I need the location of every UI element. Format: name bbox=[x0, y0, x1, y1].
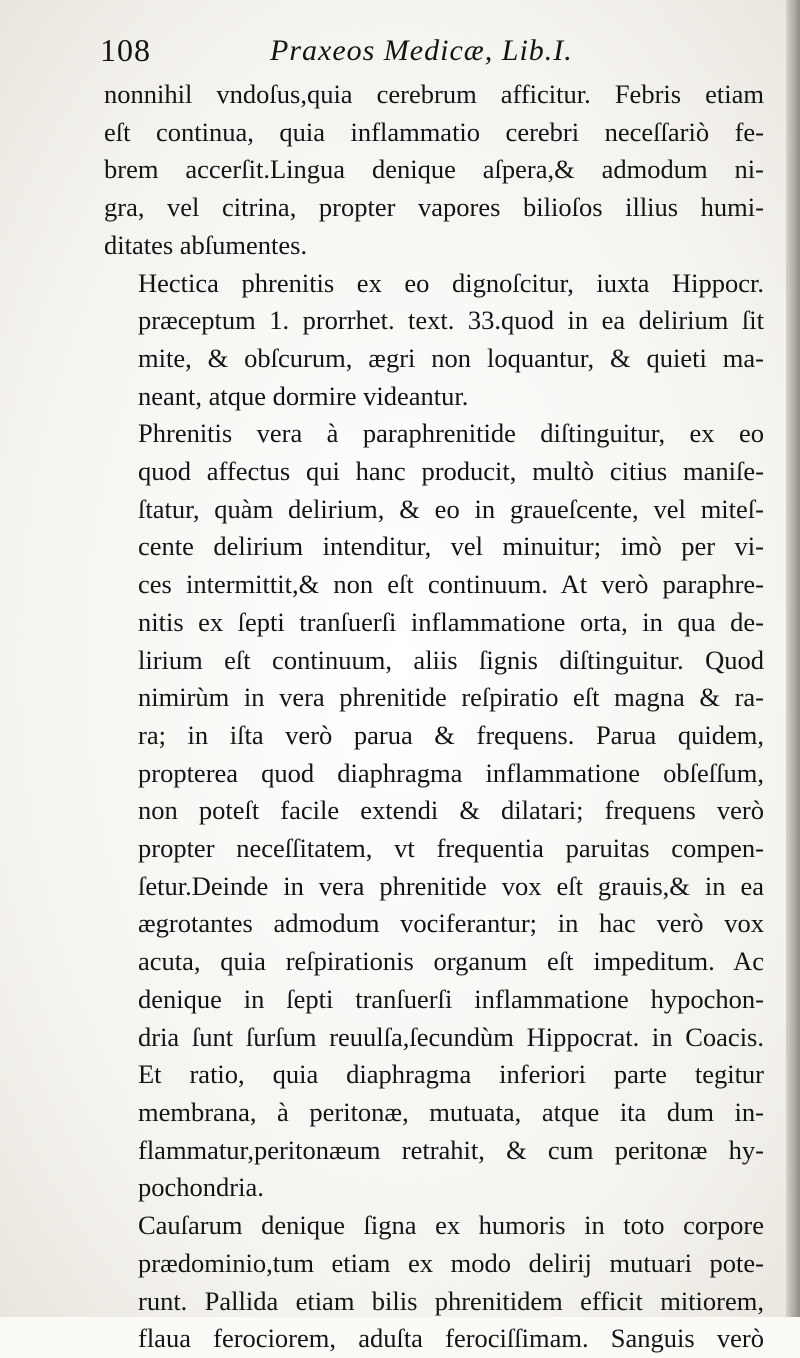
text-line: ægrotantes admodum vociferantur; in hac verò vox bbox=[138, 908, 764, 939]
text-line: gra, vel citrina, propter vapores bilioſos illius humi- bbox=[104, 192, 764, 223]
page-spine-shadow bbox=[786, 0, 800, 1317]
page-header bbox=[100, 28, 740, 76]
text-line: eſt continua, quia inflammatio cerebri neceſſariò fe- bbox=[104, 116, 764, 147]
text-line: denique in ſepti tranſuerſi inflammatione hypochon- bbox=[138, 983, 764, 1014]
text-line: pochondria. bbox=[138, 1172, 264, 1203]
text-line: dria ſunt ſurſum reuulſa,ſecundùm Hippocrat. in Coacis. bbox=[138, 1021, 764, 1052]
text-line: flammatur,peritonæum retrahit, & cum peritonæ hy- bbox=[138, 1134, 764, 1165]
text-line: ces intermittit,& non eſt continuum. At verò paraphre- bbox=[138, 569, 764, 600]
text-line: Hectica phrenitis ex eo dignoſcitur, iuxta Hippocr. bbox=[138, 267, 764, 298]
text-line: acuta, quia reſpirationis organum eſt impeditum. Ac bbox=[138, 946, 764, 977]
text-line: ra; in iſta verò parua & frequens. Parua quidem, bbox=[138, 719, 764, 750]
text-line: nonnihil vndoſus,quia cerebrum afficitur. Febris etiam bbox=[104, 79, 764, 109]
text-line: non poteſt facile extendi & dilatari; frequens verò bbox=[138, 795, 764, 826]
paragraph bbox=[104, 415, 764, 1207]
text-line: runt. Pallida etiam bilis phrenitidem efficit mitiorem, bbox=[138, 1285, 764, 1316]
text-line: prædominio,tum etiam ex modo delirij mutuari pote- bbox=[138, 1247, 764, 1278]
paragraph bbox=[104, 1207, 764, 1358]
text-line: neant, atque dormire videantur. bbox=[138, 380, 469, 411]
text-line: ditates abſumentes. bbox=[104, 229, 308, 260]
running-head: Praxeos Medicæ, Lib.I. bbox=[270, 34, 573, 67]
text-line: ſtatur, quàm delirium, & eo in graueſcente, vel miteſ- bbox=[138, 493, 764, 524]
page-number: 108 bbox=[100, 32, 151, 68]
text-line: mite, & obſcurum, ægri non loquantur, & quieti ma- bbox=[138, 342, 764, 373]
text-line: Et ratio, quia diaphragma inferiori parte tegitur bbox=[138, 1059, 764, 1090]
text-line: nimirùm in vera phrenitide reſpiratio eſt magna & ra- bbox=[138, 682, 764, 713]
text-line: præceptum 1. prorrhet. text. 33.quod in ea delirium ſit bbox=[138, 305, 764, 336]
text-line: ſetur.Deinde in vera phrenitide vox eſt grauis,& in ea bbox=[138, 870, 764, 901]
text-line: quod affectus qui hanc producit, multò citius maniſe- bbox=[138, 456, 764, 487]
body-text bbox=[104, 76, 764, 1358]
text-line: nitis ex ſepti tranſuerſi inflammatione orta, in qua de- bbox=[138, 606, 764, 637]
text-line: lirium eſt continuum, aliis ſignis diſtinguitur. Quod bbox=[138, 644, 764, 675]
text-line: membrana, à peritonæ, mutuata, atque ita dum in- bbox=[138, 1096, 764, 1127]
text-line: Phrenitis vera à paraphrenitide diſtinguitur, ex eo bbox=[138, 418, 764, 449]
text-line: cente delirium intenditur, vel minuitur; imò per vi- bbox=[138, 531, 764, 562]
paragraph bbox=[104, 265, 764, 416]
text-line: Cauſarum denique ſigna ex humoris in toto corpore bbox=[138, 1210, 764, 1241]
paragraph bbox=[104, 76, 764, 265]
text-line: propterea quod diaphragma inflammatione obſeſſum, bbox=[138, 757, 764, 788]
text-line: brem accerſit.Lingua denique aſpera,& admodum ni- bbox=[104, 154, 764, 185]
text-line: propter neceſſitatem, vt frequentia paruitas compen- bbox=[138, 833, 764, 864]
text-line: flaua ferociorem, aduſta ferociſſimam. Sanguis verò bbox=[138, 1323, 764, 1354]
